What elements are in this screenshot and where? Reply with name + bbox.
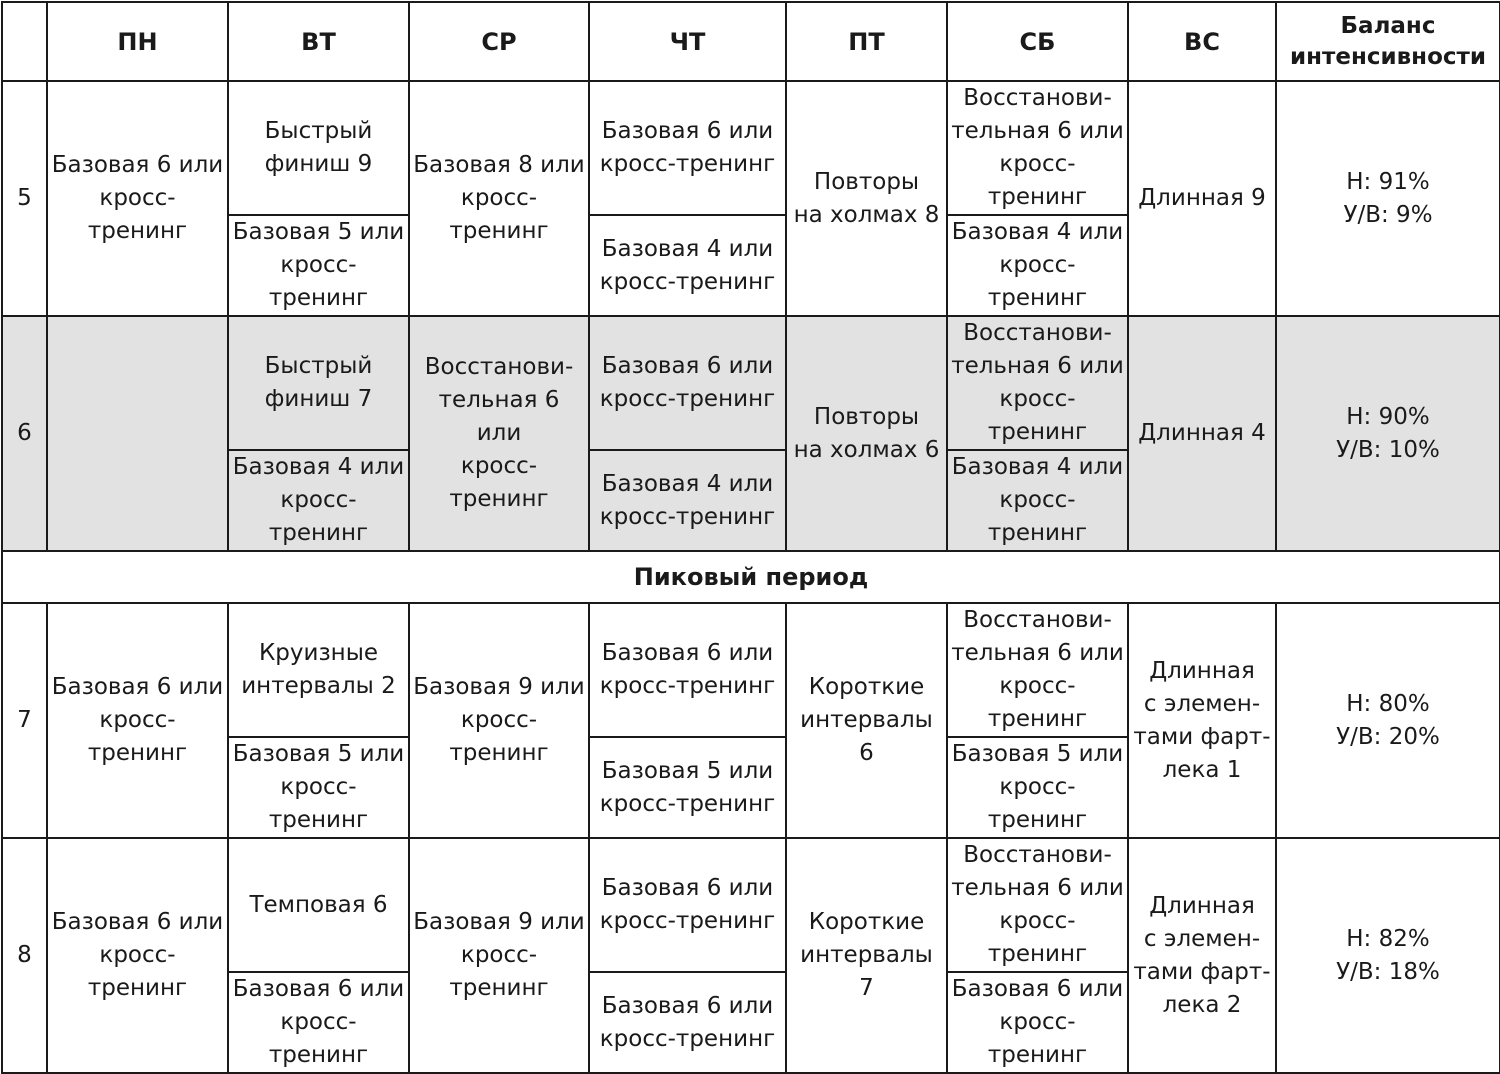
- header-week-corner: [2, 2, 47, 81]
- fri-cell: Повторы на холмах 6: [786, 316, 947, 551]
- week-number: 5: [2, 81, 47, 316]
- balance-cell: Н: 82% У/В: 18%: [1276, 838, 1500, 1073]
- thu-cell-alternative: Базовая 4 или кросс-тренинг: [589, 215, 786, 316]
- balance-cell: Н: 90% У/В: 10%: [1276, 316, 1500, 551]
- sat-cell-primary: Восстанови- тельная 6 или кросс-тренинг: [947, 603, 1128, 737]
- thu-cell-alternative: Базовая 5 или кросс-тренинг: [589, 737, 786, 838]
- sat-cell-primary: Восстанови- тельная 6 или кросс-тренинг: [947, 838, 1128, 972]
- week-row: [2, 81, 1500, 215]
- header-row: [2, 2, 1500, 81]
- header-fri: ПТ: [786, 2, 947, 81]
- sat-cell-alternative: Базовая 6 или кросс-тренинг: [947, 972, 1128, 1073]
- fri-cell: Короткие интервалы 7: [786, 838, 947, 1073]
- section-title: Пиковый период: [2, 551, 1500, 603]
- sun-cell: Длинная 9: [1128, 81, 1276, 316]
- thu-cell-alternative: Базовая 6 или кросс-тренинг: [589, 972, 786, 1073]
- sat-cell-alternative: Базовая 4 или кросс-тренинг: [947, 450, 1128, 551]
- sun-cell: Длинная с элемен- тами фарт- лека 1: [1128, 603, 1276, 838]
- fri-cell: Повторы на холмах 8: [786, 81, 947, 316]
- week-row: [2, 316, 1500, 450]
- thu-cell-primary: Базовая 6 или кросс-тренинг: [589, 316, 786, 450]
- header-sat: СБ: [947, 2, 1128, 81]
- training-plan-table: [1, 1, 1500, 1074]
- thu-cell-primary: Базовая 6 или кросс-тренинг: [589, 81, 786, 215]
- sat-cell-primary: Восстанови- тельная 6 или кросс-тренинг: [947, 81, 1128, 215]
- fri-cell: Короткие интервалы 6: [786, 603, 947, 838]
- mon-cell: Базовая 6 или кросс-тренинг: [47, 81, 228, 316]
- section-row: [2, 551, 1500, 603]
- header-tue: ВТ: [228, 2, 409, 81]
- tue-cell-primary: Быстрый финиш 7: [228, 316, 409, 450]
- sat-cell-primary: Восстанови- тельная 6 или кросс-тренинг: [947, 316, 1128, 450]
- sat-cell-alternative: Базовая 5 или кросс-тренинг: [947, 737, 1128, 838]
- header-mon: ПН: [47, 2, 228, 81]
- week-number: 6: [2, 316, 47, 551]
- mon-cell: [47, 316, 228, 551]
- tue-cell-alternative: Базовая 6 или кросс-тренинг: [228, 972, 409, 1073]
- thu-cell-primary: Базовая 6 или кросс-тренинг: [589, 838, 786, 972]
- sat-cell-alternative: Базовая 4 или кросс-тренинг: [947, 215, 1128, 316]
- thu-cell-primary: Базовая 6 или кросс-тренинг: [589, 603, 786, 737]
- wed-cell: Базовая 8 или кросс-тренинг: [409, 81, 589, 316]
- balance-cell: Н: 91% У/В: 9%: [1276, 81, 1500, 316]
- week-number: 7: [2, 603, 47, 838]
- tue-cell-primary: Быстрый финиш 9: [228, 81, 409, 215]
- week-number: 8: [2, 838, 47, 1073]
- sun-cell: Длинная с элемен- тами фарт- лека 2: [1128, 838, 1276, 1073]
- header-sun: ВС: [1128, 2, 1276, 81]
- mon-cell: Базовая 6 или кросс-тренинг: [47, 838, 228, 1073]
- sun-cell: Длинная 4: [1128, 316, 1276, 551]
- wed-cell: Базовая 9 или кросс-тренинг: [409, 838, 589, 1073]
- mon-cell: Базовая 6 или кросс-тренинг: [47, 603, 228, 838]
- balance-cell: Н: 80% У/В: 20%: [1276, 603, 1500, 838]
- tue-cell-alternative: Базовая 5 или кросс-тренинг: [228, 737, 409, 838]
- header-thu: ЧТ: [589, 2, 786, 81]
- tue-cell-primary: Темповая 6: [228, 838, 409, 972]
- wed-cell: Восстанови- тельная 6 или кросс-тренинг: [409, 316, 589, 551]
- week-row: [2, 603, 1500, 737]
- wed-cell: Базовая 9 или кросс-тренинг: [409, 603, 589, 838]
- header-wed: СР: [409, 2, 589, 81]
- tue-cell-primary: Круизные интервалы 2: [228, 603, 409, 737]
- tue-cell-alternative: Базовая 5 или кросс-тренинг: [228, 215, 409, 316]
- tue-cell-alternative: Базовая 4 или кросс-тренинг: [228, 450, 409, 551]
- thu-cell-alternative: Базовая 4 или кросс-тренинг: [589, 450, 786, 551]
- header-balance: Баланс интенсивности: [1276, 2, 1500, 81]
